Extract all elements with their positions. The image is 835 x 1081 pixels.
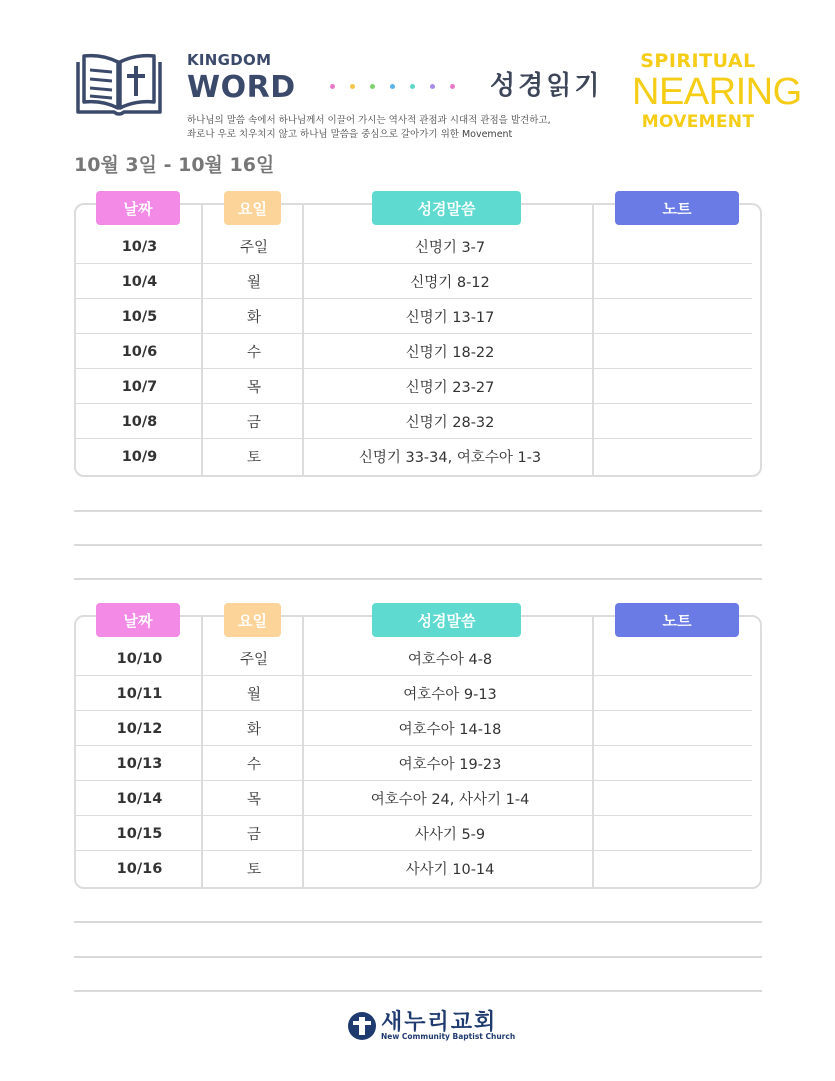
cell-day: 토	[246, 862, 261, 878]
cell-note	[595, 816, 752, 851]
cell-day: 화	[246, 722, 261, 738]
dot	[450, 84, 455, 89]
cell-note	[595, 676, 752, 711]
cell-reading: 신명기 23-27	[405, 380, 495, 396]
table-row	[76, 711, 752, 746]
table-row	[76, 369, 752, 404]
cell-note	[595, 369, 752, 404]
header-day: 요일	[224, 191, 281, 225]
table-row	[76, 229, 752, 264]
cell-date: 10/11	[116, 685, 163, 702]
table-row	[76, 299, 752, 334]
cell-reading: 여호수아 4-8	[407, 652, 493, 668]
cell-reading: 신명기 18-22	[405, 345, 495, 361]
movement-logo	[632, 50, 802, 132]
movement-line: SPIRITUAL	[640, 50, 756, 72]
header-date: 날짜	[96, 191, 180, 225]
cell-reading: 여호수아 19-23	[398, 757, 502, 773]
cell-day: 월	[246, 275, 261, 291]
cell-reading: 신명기 13-17	[405, 310, 495, 326]
note-line	[74, 921, 762, 923]
reading-table-week2	[74, 603, 762, 889]
cell-note	[595, 404, 752, 439]
church-name: 새누리교회	[381, 1010, 498, 1035]
cell-date: 10/16	[116, 860, 163, 877]
cell-date: 10/7	[121, 378, 158, 395]
brand-kingdom: KINGDOM	[187, 51, 272, 69]
table-row	[76, 676, 752, 711]
cell-note	[595, 746, 752, 781]
cell-date: 10/4	[121, 273, 158, 290]
church-english-name: New Community Baptist Church	[381, 1032, 516, 1041]
cell-note	[595, 781, 752, 816]
note-line	[74, 990, 762, 992]
header-date: 날짜	[96, 603, 180, 637]
brand-word: WORD	[187, 70, 296, 105]
header-note: 노트	[615, 603, 739, 637]
cell-day: 목	[246, 792, 261, 808]
open-bible-icon	[74, 52, 164, 118]
table-row	[76, 781, 752, 816]
dot	[350, 84, 355, 89]
note-line	[74, 956, 762, 958]
cell-reading: 여호수아 9-13	[403, 687, 497, 703]
cell-note	[595, 851, 752, 886]
cell-note	[595, 711, 752, 746]
table-row	[76, 746, 752, 781]
note-line	[74, 578, 762, 580]
table-row	[76, 404, 752, 439]
header-reading: 성경말씀	[372, 191, 521, 225]
cell-date: 10/9	[121, 448, 158, 465]
table-row	[76, 264, 752, 299]
church-logo-icon	[346, 1010, 378, 1042]
cell-reading: 여호수아 14-18	[398, 722, 502, 738]
header-day: 요일	[224, 603, 281, 637]
movement-line: MOVEMENT	[641, 112, 755, 132]
cell-date: 10/13	[116, 755, 163, 772]
cell-note	[595, 229, 752, 264]
cell-note	[595, 299, 752, 334]
note-line	[74, 510, 762, 512]
cell-note	[595, 264, 752, 299]
cell-date: 10/14	[116, 790, 163, 807]
cell-day: 주일	[239, 240, 268, 256]
cell-day: 월	[246, 687, 261, 703]
cell-day: 토	[246, 450, 261, 466]
cell-day: 주일	[239, 652, 268, 668]
cell-day: 수	[246, 757, 261, 773]
reading-title: 성경읽기	[490, 71, 603, 101]
table-row	[76, 851, 752, 886]
dot	[330, 84, 335, 89]
cell-date: 10/10	[116, 650, 163, 667]
table-row	[76, 816, 752, 851]
cell-date: 10/5	[121, 308, 158, 325]
cell-date: 10/6	[121, 343, 158, 360]
cell-reading: 신명기 33-34, 여호수아 1-3	[358, 450, 542, 466]
decorative-dots	[330, 84, 455, 89]
cell-day: 금	[246, 827, 261, 843]
cell-day: 금	[246, 415, 261, 431]
dot	[430, 84, 435, 89]
cell-day: 수	[246, 345, 261, 361]
dot	[370, 84, 375, 89]
cell-note	[595, 334, 752, 369]
dot	[410, 84, 415, 89]
reading-table-week1	[74, 191, 762, 477]
header-reading: 성경말씀	[372, 603, 521, 637]
cell-date: 10/8	[121, 413, 158, 430]
cell-reading: 사사기 10-14	[405, 862, 495, 878]
cell-date: 10/3	[121, 238, 158, 255]
cell-date: 10/12	[116, 720, 163, 737]
cell-reading: 여호수아 24, 사사기 1-4	[370, 792, 530, 808]
cell-reading: 신명기 28-32	[405, 415, 495, 431]
description	[187, 114, 567, 142]
date-range: 10월 3일 - 10월 16일	[74, 154, 275, 176]
cell-note	[595, 439, 752, 474]
cell-day: 화	[246, 310, 261, 326]
cell-reading: 신명기 3-7	[414, 240, 486, 256]
table-row	[76, 641, 752, 676]
cell-day: 목	[246, 380, 261, 396]
description-line: 하나님의 말씀 속에서 하나님께서 이끌어 가시는 역사적 관점과 시대적 관점을 발견하고,	[187, 115, 551, 126]
cell-date: 10/15	[116, 825, 163, 842]
cell-note	[595, 641, 752, 676]
movement-line: NEARING	[632, 71, 802, 113]
table-row	[76, 439, 752, 474]
cell-reading: 신명기 8-12	[410, 275, 490, 291]
note-line	[74, 544, 762, 546]
header-note: 노트	[615, 191, 739, 225]
description-line: 좌로나 우로 치우치지 않고 하나님 말씀을 중심으로 갈아가기 위한 Movement	[187, 129, 513, 140]
table-row	[76, 334, 752, 369]
dot	[390, 84, 395, 89]
cell-reading: 사사기 5-9	[414, 827, 486, 843]
